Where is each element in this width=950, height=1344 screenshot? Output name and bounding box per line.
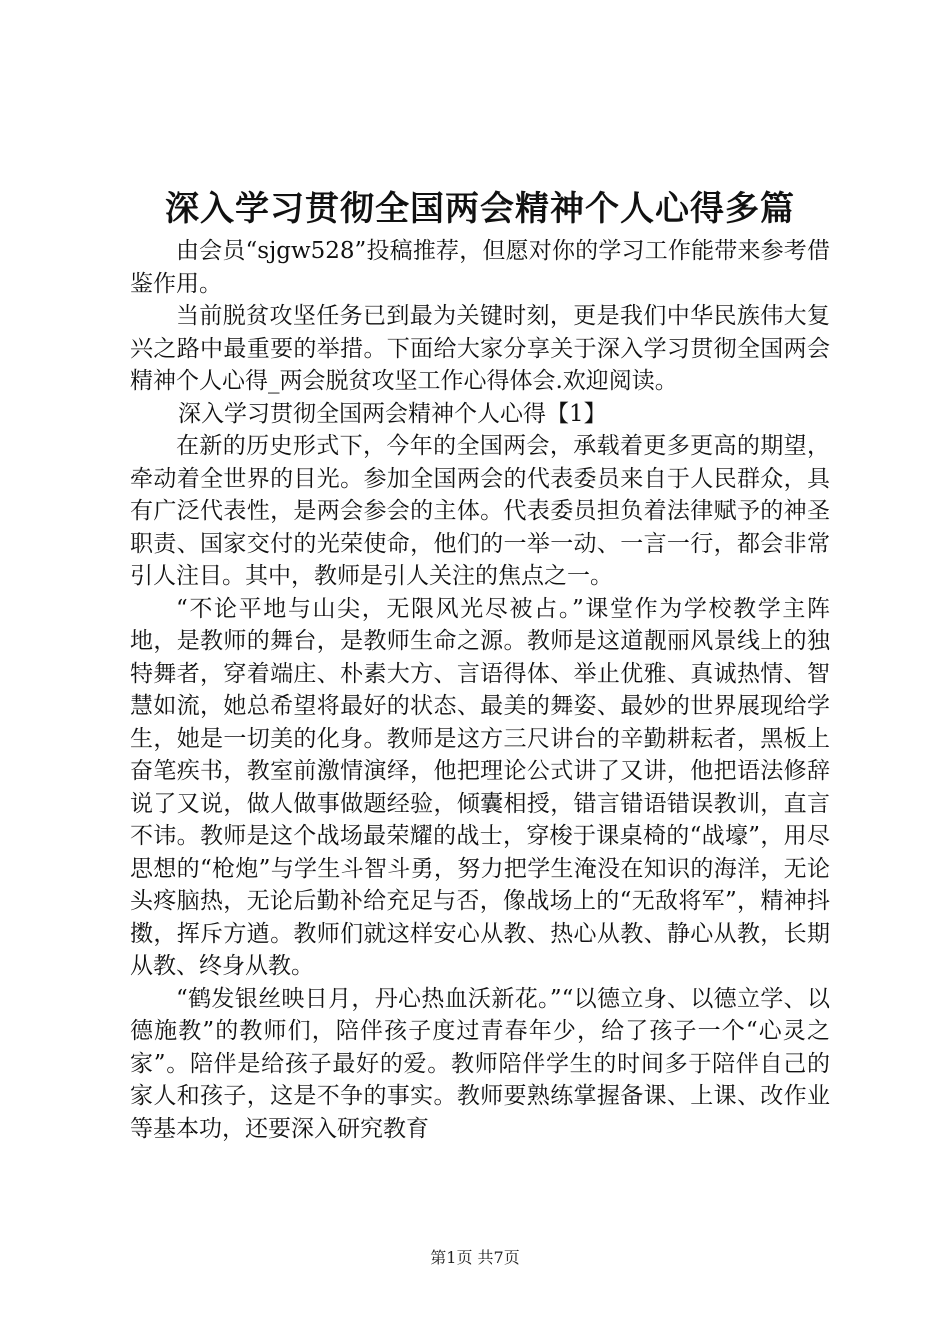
body-paragraph-2: “不论平地与山尖，无限风光尽被占。”课堂作为学校教学主阵地，是教师的舞台，是教师生命之源。教师是这道靓丽风景线上的独特舞者，穿着端庄、朴素大方、言语得体、举止优雅、真诚热情、智慧如流，她总希望将最好的状态、最美的舞姿、最妙的世界展现给学生，她是一切美的化身。教师是这方三尺讲台的辛勤耕耘者，黑板上奋笔疾书，教室前激情演绎，他把理论公式讲了又讲，他把语法修辞说了又说，做人做事做题经验，倾囊相授，错言错语错误教训，直言不讳。教师是这个战场最荣耀的战士，穿梭于课桌椅的“战壕”，用尽思想的“枪炮”与学生斗智斗勇，努力把学生淹没在知识的海洋，无论头疼脑热，无论后勤补给充足与否，像战场上的“无敌将军”，精神抖擞，挥斥方遒。教师们就这样安心从教、热心从教、静心从教，长期从教、终身从教。: [130, 595, 830, 979]
document-title: 深入学习贯彻全国两会精神个人心得多篇: [165, 189, 795, 229]
intro-paragraph-1: 由会员“sjgw528”投稿推荐，但愿对你的学习工作能带来参考借鉴作用。: [130, 238, 830, 297]
body-paragraph-1: 在新的历史形式下，今年的全国两会，承载着更多更高的期望，牵动着全世界的目光。参加全国两会的代表委员来自于人民群众，具有广泛代表性，是两会参会的主体。代表委员担负着法律赋予的神圣职责、国家交付的光荣使命，他们的一举一动、一言一行，都会非常引人注目。其中，教师是引人关注的焦点之一。: [130, 433, 830, 589]
intro-paragraph-2: 当前脱贫攻坚任务已到最为关键时刻，更是我们中华民族伟大复兴之路中最重要的举措。下面给大家分享关于深入学习贯彻全国两会精神个人心得_两会脱贫攻坚工作心得体会.欢迎阅读。: [130, 303, 830, 394]
body-paragraph-3: “鹤发银丝映日月，丹心热血沃新花。”“以德立身、以德立学、以德施教”的教师们，陪伴孩子度过青春年少，给了孩子一个“心灵之家”。陪伴是给孩子最好的爱。教师陪伴学生的时间多于陪伴自己的家人和孩子，这是不争的事实。教师要熟练掌握备课、上课、改作业等基本功，还要深入研究教育: [130, 985, 830, 1142]
page-number-footer: 第1页 共7页: [430, 1248, 520, 1267]
section-heading: 深入学习贯彻全国两会精神个人心得【1】: [178, 400, 607, 427]
document-page: [130, 185, 830, 1145]
